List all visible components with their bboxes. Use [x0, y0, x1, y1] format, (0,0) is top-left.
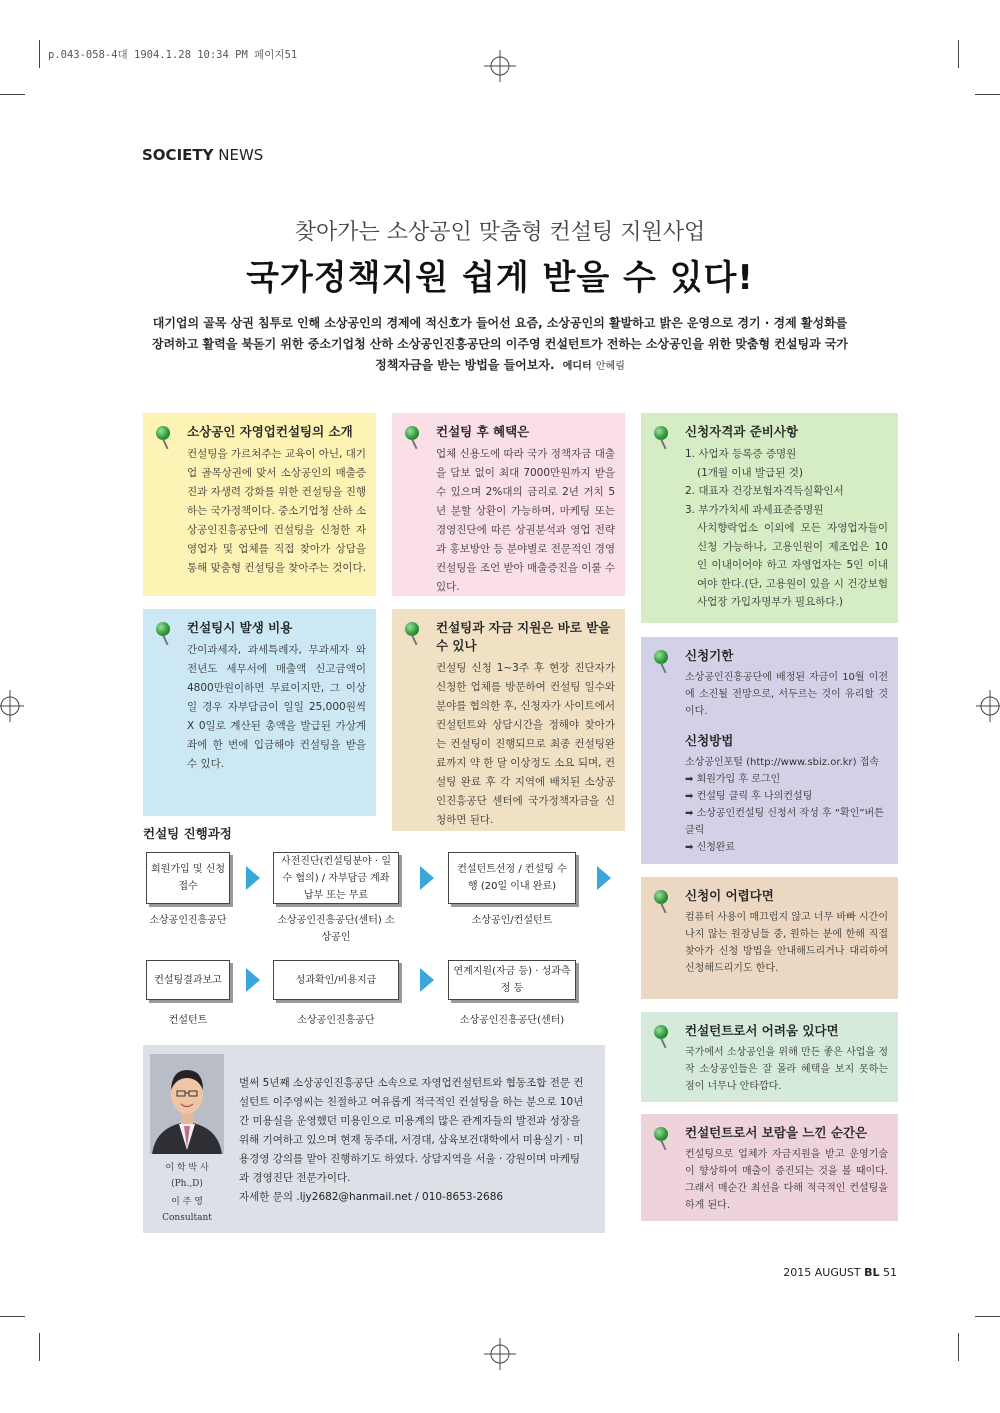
method-steps: [685, 771, 888, 856]
crop-mark: [0, 1316, 25, 1317]
process-step-box: [146, 960, 230, 1000]
crop-mark: [0, 94, 25, 95]
contact-info: 자세한 문의 .ljy2682@hanmail.net / 010-8653-2686: [239, 1191, 504, 1203]
process-step-box: [273, 852, 399, 904]
process-title: 컨설팅 진행과정: [143, 826, 232, 841]
card-title: 신청방법: [685, 733, 734, 748]
process-step-caption: 소상공인진흥공단(센터) 소상공인: [277, 915, 395, 943]
crop-mark: [39, 40, 40, 68]
process-step-caption: 소상공인/컨설턴트: [471, 915, 553, 926]
editor-label: 에디터: [562, 361, 592, 372]
card-body: 컴퓨터 사용이 매끄럽지 않고 너무 바빠 시간이 나지 않는 원장님들 중, 원하는 분에 한해 직접 찾아가 신청 방법을 안내해드리거나 대리하여 신청해드리기도 한다.: [685, 912, 888, 974]
list-item: 사치향락업소 이외에 모든 자영업자들이 신청 가능하나, 고용인원이 제조업은 10인 이내이어야 하고 자영업자는 5인 이내여야 한다.(단, 고용원이 있을 시 건강보험사업장 가입자명부가 필요하다.): [697, 522, 888, 608]
process-arrow: [246, 968, 260, 992]
list-item: ➡ 회원가입 후 로그인: [685, 771, 888, 788]
list-item: (1개월 이내 발급된 것): [697, 466, 804, 479]
section-label-rest: NEWS: [213, 146, 264, 164]
process-step-box: [146, 852, 230, 904]
pin-icon: [654, 890, 668, 904]
card-eligibility: [641, 413, 898, 623]
consultant-photo: [150, 1054, 224, 1154]
pin-icon: [654, 650, 668, 664]
card-title: 컨설턴트로서 어려움 있다면: [685, 1023, 839, 1038]
process-arrow: [420, 968, 434, 992]
card-hard: [641, 877, 898, 999]
editor-name: 안혜림: [595, 361, 625, 372]
list-item: 2. 대표자 건강보험자격득실확인서: [685, 485, 844, 497]
card-body: 국가에서 소상공인을 위해 만든 좋은 사업을 정작 소상공인들은 잘 몰라 혜택을 보지 못하는 점이 너무나 안타깝다.: [685, 1047, 888, 1092]
consultant-role: Consultant: [162, 1213, 212, 1223]
consultant-bio: [239, 1074, 589, 1207]
card-reward: [641, 1114, 898, 1221]
card-deadline-method: [641, 637, 898, 864]
list-item: 3. 부가가치세 과세표준증명원: [685, 503, 824, 516]
process-arrow: [420, 866, 434, 890]
page-footer: [783, 1266, 897, 1279]
card-benefit: [392, 413, 625, 596]
method-intro: 소상공인포털 (http://www.sbiz.or.kr) 접속: [685, 757, 880, 768]
card-cost: [143, 609, 376, 816]
registration-mark: [484, 1338, 516, 1370]
pin-icon: [654, 426, 668, 440]
process-step-text: 컨설턴트선정 / 컨설팅 수행 (20일 이내 완료): [457, 864, 567, 892]
section-label-bold: SOCIETY: [142, 146, 214, 164]
crop-mark: [39, 1333, 40, 1361]
crop-mark: [975, 1316, 1000, 1317]
eligibility-list: [685, 445, 888, 612]
list-item: ➡ 신청완료: [685, 839, 888, 856]
process-step-caption: 소상공인진흥공단: [297, 1015, 375, 1026]
bio-text: 벌써 5년째 소상공인진흥공단 소속으로 자영업컨설턴트와 협동조합 전문 컨설턴트 이주영씨는 친절하고 여유롭게 적극적인 컨설팅을 하는 분으로 10년간 미용실을 운영했던 미용인으로 미용계의 많은 관계자들의 발전과 성장을 위해 기여하고 있으며 현재 동주대, 서경대, 삼육보건대학에서 미용실기 · 미용경영 강의를 맡아 진행하기도 하였다. 상담지역을 서울 · 강원이며 마케팅과 경영진단 전문가이다.: [239, 1077, 584, 1184]
lead-text: 대기업의 골목 상권 침투로 인해 소상공인의 경제에 적신호가 들어선 요즘, 소상공인의 활발하고 밝은 운영으로 경기 · 경제 활성화를 장려하고 활력을 북돋기 위한 중소기업청 산하 소상공인진흥공단의 이주영 컨설턴트가 전하는 소상공인을 위한 맞춤형 컨설팅과 국가정책자금을 받는 방법을 들어보자.: [151, 316, 849, 372]
card-title: 컨설턴트로서 보람을 느낀 순간은: [685, 1125, 868, 1140]
footer-brand: BL: [864, 1266, 880, 1279]
print-info: p.043-058-4대 1904.1.28 10:34 PM 페이지51: [48, 49, 298, 61]
card-body: 컨설팅으로 업체가 자금지원을 받고 운영기술이 향상하여 매출이 증진되는 것을 볼 때이다. 그래서 매순간 최선을 다해 적극적인 컨설팅을 하게 된다.: [685, 1149, 888, 1211]
pin-icon: [654, 1127, 668, 1141]
card-body: 간이과세자, 과세특례자, 무과세자 와 전년도 세무서에 매출액 신고금액이 4800만원이하면 무료이지만, 그 이상일 경우 자부담금이 일일 25,000원씩 X 0일로 계산된 총액을 발급된 가상계좌에 한 번에 입금해야 컨설팅을 받을 수 있다.: [187, 644, 366, 770]
crop-mark: [958, 40, 959, 68]
footer-page-number: 51: [879, 1266, 897, 1279]
consultant-degree: 이 학 박 사: [165, 1163, 209, 1173]
card-intro: [143, 413, 376, 596]
process-step-text: 연계지원(자금 등) · 성과측정 등: [453, 966, 571, 994]
card-body: 소상공인진흥공단에 배정된 자금이 10월 이전에 소진될 전망으로, 서두르는 것이 유리할 것이다.: [685, 672, 888, 717]
process-step-box: [273, 960, 399, 1000]
pin-icon: [654, 1025, 668, 1039]
process-step-caption: 소상공인진흥공단: [149, 915, 227, 926]
lead-paragraph: [150, 313, 850, 377]
crop-mark: [958, 1333, 959, 1361]
card-body: 컨설팅을 가르쳐주는 교육이 아닌, 대기업 골목상권에 맞서 소상공인의 매출증진과 자생력 강화를 위한 컨설팅을 진행하는 국가정책이다. 중소기업청 산하 소상공인진흥공단에 컨설팅을 신청한 자영업자 및 업체를 직접 찾아가 상담을 통해 맞춤형 컨설팅을 찾아주는 것이다.: [187, 448, 366, 574]
process-arrow: [246, 866, 260, 890]
article-title: 국가정책지원 쉽게 받을 수 있다!: [246, 258, 754, 298]
process-step-text: 회원가입 및 신청접수: [151, 864, 225, 892]
card-immediate: [392, 609, 625, 831]
process-arrow: [597, 866, 611, 890]
card-difficult: [641, 1012, 898, 1102]
card-body: 컨설팅 신청 1~3주 후 현장 진단자가 신청한 업체를 방문하여 컨설팅 일수와 분야를 협의한 후, 신청자가 사이트에서 컨설턴트와 상담시간을 정해야 찾아가는 컨설팅이 진행되므로 최종 컨설팅완료까지 약 한 달 이상정도 소요 되며, 컨설팅 완료 후 각 지역에 배치된 소상공인진흥공단 센터에 국가정책자금을 신청하면 된다.: [436, 662, 615, 826]
pin-icon: [405, 622, 419, 636]
process-step-box: [448, 852, 576, 904]
footer-issue: 2015 AUGUST: [783, 1266, 865, 1279]
card-title: 컨설팅과 자금 지원은 바로 받을 수 있나: [436, 620, 611, 653]
card-title: 신청자격과 준비사항: [685, 424, 799, 439]
list-item: ➡ 컨설팅 클릭 후 나의컨설팅: [685, 788, 888, 805]
person-portrait-icon: [150, 1054, 224, 1154]
article-subtitle: 찾아가는 소상공인 맞춤형 컨설팅 지원사업: [294, 220, 706, 245]
pin-icon: [156, 426, 170, 440]
process-step-caption: 소상공인진흥공단(센터): [459, 1015, 565, 1026]
registration-mark: [484, 50, 516, 82]
card-title: 컨설팅 후 혜택은: [436, 424, 530, 439]
process-step-box: [448, 960, 576, 1000]
pin-icon: [156, 622, 170, 636]
card-title: 컨설팅시 발생 비용: [187, 620, 293, 635]
card-body: 업체 신용도에 따라 국가 정책자금 대출을 담보 없이 최대 7000만원까지 받을 수 있으며 2%대의 금리로 2년 거치 5년 분할 상환이 가능하며, 마케팅 또는 경영진단에 따른 상권분석과 영업 전략과 홍보방안 등 분야별로 전문적인 경영컨설팅을 조언 받아 매출증진을 이룰 수 있다.: [436, 448, 615, 593]
consultant-name-text: 이 주 영: [171, 1197, 203, 1207]
process-step-text: 성과확인/비용지급: [295, 974, 377, 986]
process-step-text: 컨설팅결과보고: [154, 974, 222, 986]
card-title: 신청이 어렵다면: [685, 888, 774, 903]
process-step-caption: 컨설턴트: [168, 1015, 208, 1026]
list-item: 1. 사업자 등록증 증명원: [685, 448, 797, 460]
crop-mark: [975, 94, 1000, 95]
section-label: [142, 146, 263, 164]
registration-mark: [976, 690, 1000, 722]
consultant-name: [150, 1160, 224, 1226]
process-step-text: 사전진단(컨설팅분야 · 일수 협의) / 자부담금 계좌납부 또는 무료: [280, 855, 392, 901]
pin-icon: [405, 426, 419, 440]
list-item: ➡ 소상공인컨설팅 신청서 작성 후 “확인”버튼 클릭: [685, 805, 888, 839]
card-title: 신청기한: [685, 648, 734, 663]
card-title: 소상공인 자영업컨설팅의 소개: [187, 424, 353, 439]
registration-mark: [0, 690, 24, 722]
consultant-degree-abbr: (Ph.,D): [171, 1179, 203, 1189]
